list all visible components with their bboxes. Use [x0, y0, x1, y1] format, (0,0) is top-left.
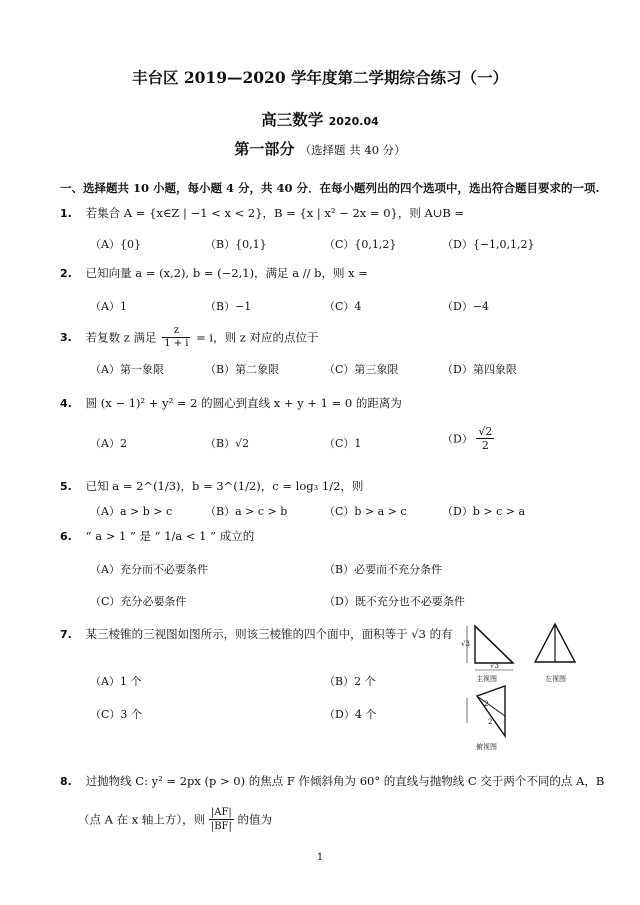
- subject-label: 高三数学: [261, 110, 324, 129]
- q6-option-a: （A）充分而不必要条件: [90, 563, 208, 576]
- q3-option-b: （B）第二象限: [205, 363, 280, 376]
- question-text-after: 的值为: [237, 812, 273, 827]
- question-8-line2: [78, 806, 272, 833]
- q7-option-c: （C）3 个: [90, 708, 142, 721]
- option-label: （D）: [442, 432, 473, 446]
- question-6: [60, 528, 254, 544]
- q7-option-a: （A）1 个: [90, 675, 142, 688]
- fraction-numerator: √2: [478, 425, 493, 438]
- exam-title: 丰台区 2019—2020 学年度第二学期综合练习（一）: [131, 68, 509, 87]
- left-view-label: 左视图: [545, 675, 566, 683]
- fraction-numerator: |AF|: [209, 806, 234, 820]
- question-text: “ a > 1 ” 是 “ 1/a < 1 ” 成立的: [85, 529, 255, 543]
- question-number: 4.: [60, 397, 72, 410]
- bottom-view-triangle: [467, 686, 505, 736]
- two-label-upper: 2: [484, 700, 489, 708]
- q2-option-b: （B）−1: [205, 300, 252, 313]
- q1-option-b: （B）{0,1}: [205, 238, 267, 251]
- q6-option-d: （D）既不充分也不必要条件: [324, 595, 465, 608]
- q1-option-a: （A）{0}: [90, 238, 141, 251]
- exam-subtitle: [0, 108, 640, 130]
- fraction-numerator: z: [162, 325, 190, 338]
- question-text: 已知向量 a = (x,2), b = (−2,1)，满足 a // b，则 x =: [85, 266, 368, 280]
- part-note: （选择题 共 40 分）: [299, 143, 406, 157]
- question-text-after: = i，则 z 对应的点位于: [196, 330, 319, 345]
- fraction-denominator: 2: [481, 439, 489, 452]
- q4-option-c: （C）1: [324, 437, 362, 450]
- question-text-before: 若复数 z 满足: [85, 330, 157, 345]
- two-label-lower: 2: [488, 718, 493, 726]
- fraction: [162, 325, 190, 350]
- question-text-line2: （点 A 在 x 轴上方），则: [78, 812, 206, 827]
- question-5: [60, 478, 363, 494]
- question-number: 6.: [60, 530, 72, 543]
- question-number: 8.: [60, 775, 72, 788]
- fraction: [209, 806, 234, 833]
- question-3: [60, 325, 318, 350]
- question-number: 1.: [60, 207, 72, 220]
- q3-option-a: （A）第一象限: [90, 363, 164, 376]
- part-heading: [0, 138, 640, 159]
- q1-option-c: （C）{0,1,2}: [324, 238, 397, 251]
- q3-option-d: （D）第四象限: [442, 363, 517, 376]
- section-instruction: 一、选择题共 10 小题，每小题 4 分，共 40 分．在每小题列出的四个选项中，选出符合题目要求的一项.: [60, 181, 600, 195]
- page-number: 1: [316, 852, 324, 863]
- q2-option-c: （C）4: [324, 300, 362, 313]
- question-7: [60, 626, 453, 642]
- q6-option-c: （C）充分必要条件: [90, 595, 187, 608]
- question-2: [60, 265, 368, 281]
- bottom-view-label: 俯视图: [476, 743, 497, 751]
- fraction-denominator: |BF|: [210, 821, 232, 832]
- q4-option-d: [442, 425, 494, 452]
- question-8: [60, 773, 604, 789]
- q4-option-a: （A）2: [90, 437, 127, 450]
- q2-option-d: （D）−4: [442, 300, 490, 313]
- q7-option-d: （D）4 个: [324, 708, 377, 721]
- sqrt3-bottom-label: √3: [490, 662, 499, 670]
- front-view-label: 主视图: [476, 675, 497, 683]
- q5-option-c: （C）b > a > c: [324, 505, 407, 518]
- question-number: 7.: [60, 628, 72, 641]
- q2-option-a: （A）1: [90, 300, 127, 313]
- exam-date: 2020.04: [328, 115, 379, 128]
- question-number: 2.: [60, 267, 72, 280]
- sqrt3-label: √3: [461, 640, 470, 648]
- question-number: 3.: [60, 331, 72, 344]
- three-view-figure: [455, 618, 585, 758]
- q7-option-b: （B）2 个: [324, 675, 376, 688]
- question-text: 已知 a = 2^(1/3)，b = 3^(1/2)，c = log₃ 1/2，则: [85, 479, 364, 493]
- part-title: 第一部分: [234, 140, 295, 158]
- question-text: 若集合 A = {x∈Z | −1 < x < 2}，B = {x | x² − 2x = 0}，则 A∪B =: [85, 206, 465, 220]
- q1-option-d: （D）{−1,0,1,2}: [442, 238, 535, 251]
- q5-option-d: （D）b > c > a: [442, 505, 525, 518]
- left-view-triangle: [535, 624, 575, 662]
- q5-option-b: （B）a > c > b: [205, 505, 288, 518]
- question-number: 5.: [60, 480, 72, 493]
- fraction: [476, 425, 494, 452]
- question-text: 过抛物线 C: y² = 2px (p > 0) 的焦点 F 作倾斜角为 60° 的直线与抛物线 C 交于两个不同的点 A，B: [85, 774, 605, 788]
- question-text: 圆 (x − 1)² + y² = 2 的圆心到直线 x + y + 1 = 0 的距离为: [85, 396, 402, 410]
- q5-option-a: （A）a > b > c: [90, 505, 173, 518]
- question-1: [60, 205, 464, 221]
- q3-option-c: （C）第三象限: [324, 363, 399, 376]
- question-text: 某三棱锥的三视图如图所示，则该三棱锥的四个面中，面积等于 √3 的有: [85, 627, 453, 641]
- q4-option-b: （B）√2: [205, 437, 250, 450]
- q6-option-b: （B）必要而不充分条件: [324, 563, 443, 576]
- question-4: [60, 395, 402, 411]
- fraction-denominator: 1 + i: [164, 338, 189, 349]
